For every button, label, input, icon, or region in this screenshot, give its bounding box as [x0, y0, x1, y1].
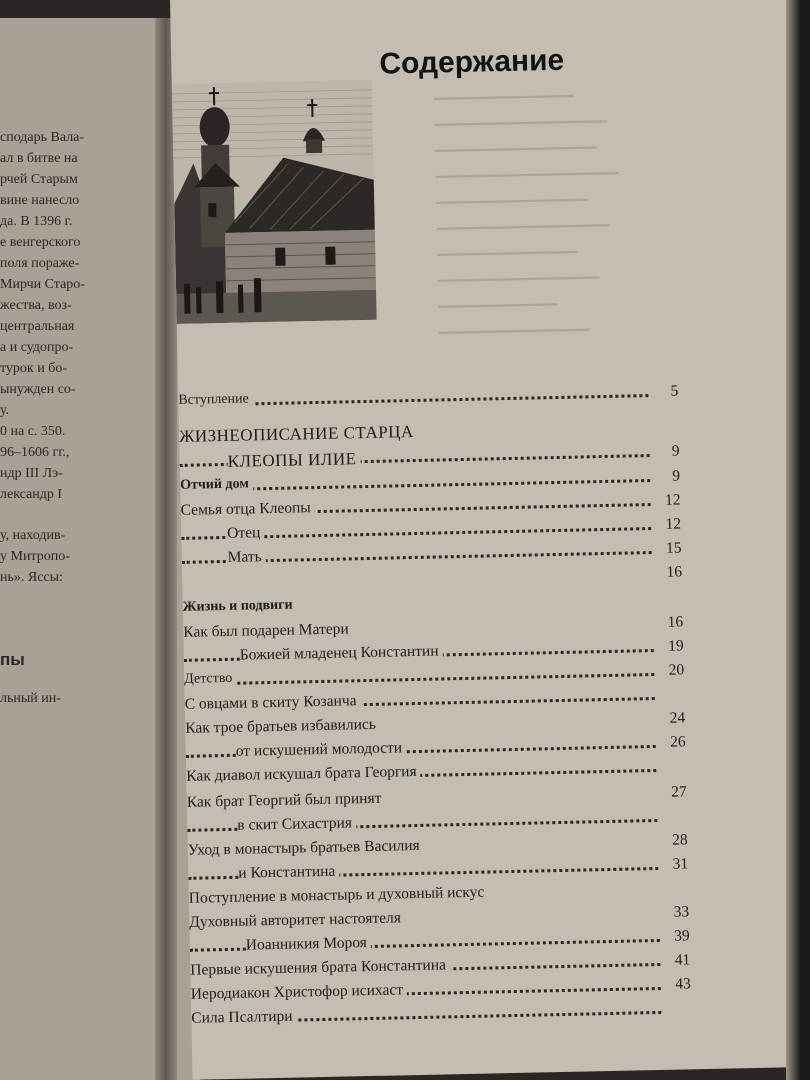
toc-page-number: 12 [662, 515, 681, 533]
left-text-line: сподарь Вала- [0, 130, 85, 145]
toc-page-number: 5 [667, 382, 678, 400]
toc-page-number: 28 [669, 831, 688, 849]
toc-page-number: 16 [663, 563, 682, 581]
toc-entry-label: Детство [184, 671, 236, 688]
left-text-line: лександр I [0, 487, 63, 502]
toc-entry-label: Духовный авторитет настоятеля [189, 909, 405, 932]
left-text-line: нь». Яссы: [0, 570, 63, 585]
left-text-line: турок и бо- [0, 361, 68, 376]
toc-entry-label: Как трое братьев избавились [185, 716, 380, 738]
left-text-line: е венгерского [0, 235, 81, 250]
toc-page-number: 39 [671, 927, 690, 945]
left-text-line: вине нанесло [0, 193, 80, 208]
toc-entry-label: Семья отца Клеопы [181, 499, 315, 520]
toc-page-number: 16 [664, 613, 683, 631]
toc-entry-label: Уход в монастырь братьев Василия [188, 837, 424, 860]
left-text-line: ынужден со- [0, 382, 76, 397]
toc-page-number: 43 [672, 975, 691, 993]
left-text-line: рчей Старым [0, 172, 78, 187]
toc-page-number: 24 [666, 709, 685, 727]
toc-page-number: 12 [662, 491, 681, 509]
toc-page-number: 15 [663, 539, 682, 557]
toc-page-number: 33 [671, 903, 690, 921]
toc-entry-label: Поступление в монастырь и духовный искус [189, 884, 489, 908]
toc-entry-label: Первые искушения брата Константина [190, 956, 450, 979]
toc-page-number: 20 [665, 661, 684, 679]
toc-entry-label: от искушений молодости [236, 739, 407, 761]
toc-entry-label: Как был подарен Матери [183, 620, 353, 642]
left-text-line: льный ин- [0, 691, 61, 706]
toc-entry-label: ЖИЗНЕОПИСАНИЕ СТАРЦА [179, 422, 418, 447]
toc-page-number: 31 [670, 855, 689, 873]
toc-entry-label: Иоанникия Мороя [246, 934, 371, 955]
left-text-line: центральная [0, 319, 75, 334]
toc-entry-label: Как брат Георгий был принят [187, 790, 386, 812]
left-text-line: 0 на с. 350. [0, 424, 66, 439]
bleed-through-text: ▁▁▁▁▁▁▁▁▁▁▁▁▁ ▁▁▁▁▁▁▁▁▁▁▁▁▁▁▁▁ ▁▁▁▁▁▁▁▁▁▁▁▁▁▁▁ ▁▁▁▁▁▁▁▁▁▁▁▁▁▁▁▁▁ ▁▁▁▁▁▁▁▁▁▁▁▁▁▁ ▁▁▁▁▁▁▁▁▁▁▁▁▁▁▁▁ ▁▁▁▁▁▁▁▁▁▁▁▁▁ ▁▁▁▁▁▁▁▁▁▁▁▁▁▁▁ ▁▁▁▁▁▁▁▁▁▁▁ ▁▁▁▁▁▁▁▁▁▁▁▁▁▁ [433, 82, 619, 335]
toc-entry-label: Как диавол искушал брата Георгия [186, 763, 421, 786]
left-text-line: да. В 1396 г. [0, 214, 73, 229]
left-section-heading: пы [0, 650, 25, 669]
toc-page-number: 9 [669, 442, 680, 460]
toc-page-number: 41 [672, 951, 691, 969]
toc-entry-label: Мать [228, 548, 266, 567]
left-text-line: Мирчи Старо- [0, 277, 85, 292]
toc-entry-label: Отчий дом [180, 476, 253, 494]
toc-page-number: 26 [667, 733, 686, 751]
toc-page-number: 9 [669, 467, 680, 485]
church-illustration [172, 80, 377, 324]
toc-entry-label: Иеродиакон Христофор исихаст [191, 981, 408, 1004]
right-page [170, 0, 810, 1080]
page-title: Содержание [379, 43, 565, 81]
left-text-line: у, находив- [0, 528, 66, 543]
left-text-line: у Митропо- [0, 549, 70, 564]
toc-entry-label: КЛЕОПЫ ИЛИЕ [227, 449, 360, 472]
toc-entry-label: Вступление [178, 391, 253, 409]
toc-entry-label: в скит Сихастрия [237, 814, 356, 834]
left-text-line: ндр III Лэ- [0, 466, 63, 481]
page-edge-shadow [786, 0, 810, 1080]
left-text-line: ал в битве на [0, 151, 78, 166]
toc-entry-label: С овцами в скиту Козанча [185, 692, 361, 714]
toc-entry[interactable] [191, 999, 691, 1033]
left-text-line: а и судопро- [0, 340, 74, 355]
toc-page-number: 27 [668, 783, 687, 801]
left-text-line: 96–1606 гг., [0, 445, 70, 460]
toc-page-number: 19 [665, 637, 684, 655]
left-text-line: жества, воз- [0, 298, 72, 313]
toc-entry-label: Сила Псалтири [191, 1008, 297, 1028]
toc-entry-label: Божией младенец Константин [240, 642, 443, 664]
left-text-line: у. [0, 403, 10, 418]
toc-entry-label: Отец [227, 524, 265, 543]
toc-entry-label: Жизнь и подвиги [183, 597, 297, 615]
toc-entry-label: и Константина [238, 863, 339, 883]
left-text-line: поля пораже- [0, 256, 80, 271]
